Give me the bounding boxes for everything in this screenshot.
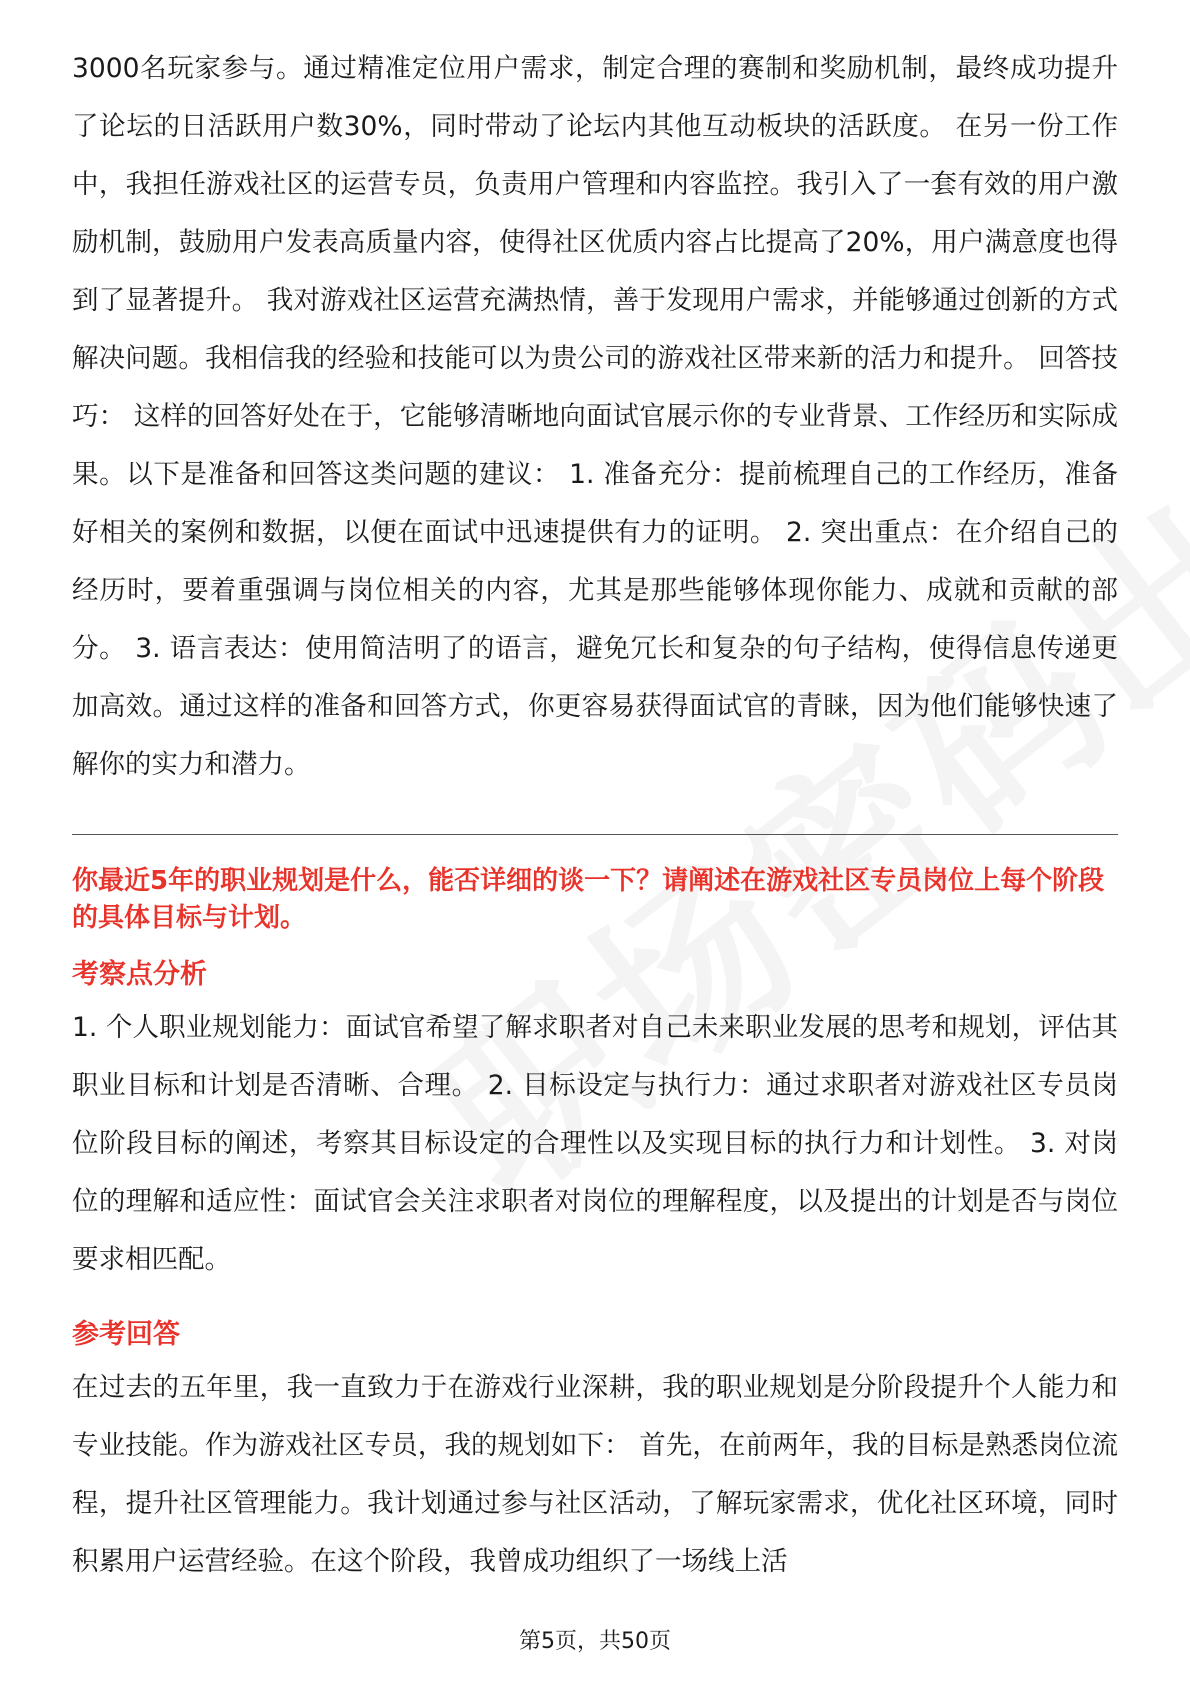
analysis-heading: 考察点分析 [72, 959, 207, 990]
page-number: 第5页，共50页 [519, 1629, 671, 1654]
intro-paragraph: 3000名玩家参与。通过精准定位用户需求，制定合理的赛制和奖励机制，最终成功提升了论坛的日活跃用户数30%，同时带动了论坛内其他互动板块的活跃度。 在另一份工作中，我担任游戏社区的运营专员，负责用户管理和内容监控。我引入了一套有效的用户激励机制，鼓励用户发表高质量内容，使得社区优质内容占比提高了20%，用户满意度也得到了显著提升。 我对游戏社区运营充满热情，善于发现用户需求，并能够通过创新的方式解决问题。我相信我的经验和技能可以为贵公司的游戏社区带来新的活力和提升。 回答技巧： 这样的回答好处在于，它能够清晰地向面试官展示你的专业背景、工作经历和实际成果。以下是准备和回答这类问题的建议： 1. 准备充分：提前梳理自己的工作经历，准备好相关的案例和数据，以便在面试中迅速提供有力的证明。 2. 突出重点：在介绍自己的经历时，要着重强调与岗位相关的内容，尤其是那些能够体现你能力、成就和贡献的部分。 3. 语言表达：使用简洁明了的语言，避免冗长和复杂的句子结构，使得信息传递更加高效。通过这样的准备和回答方式，你更容易获得面试官的青睐，因为他们能够快速了解你的实力和潜力。 [72, 53, 1118, 780]
answer-heading: 参考回答 [72, 1319, 180, 1350]
section-divider [72, 834, 1118, 835]
analysis-body: 1. 个人职业规划能力：面试官希望了解求职者对自己未来职业发展的思考和规划，评估其职业目标和计划是否清晰、合理。 2. 目标设定与执行力：通过求职者对游戏社区专员岗位阶段目标的阐述，考察其目标设定的合理性以及实现目标的执行力和计划性。 3. 对岗位的理解和适应性：面试官会关注求职者对岗位的理解程度，以及提出的计划是否与岗位要求相匹配。 [72, 1012, 1118, 1275]
section-spacer [72, 1289, 1118, 1315]
answer-body: 在过去的五年里，我一直致力于在游戏行业深耕，我的职业规划是分阶段提升个人能力和专业技能。作为游戏社区专员，我的规划如下： 首先，在前两年，我的目标是熟悉岗位流程，提升社区管理能力。我计划通过参与社区活动，了解玩家需求，优化社区环境，同时积累用户运营经验。在这个阶段，我曾成功组织了一场线上活 [72, 1372, 1118, 1577]
document-page [72, 40, 1118, 1591]
interview-question: 你最近5年的职业规划是什么，能否详细的谈一下？请阐述在游戏社区专员岗位上每个阶段的具体目标与计划。 [72, 866, 1105, 933]
